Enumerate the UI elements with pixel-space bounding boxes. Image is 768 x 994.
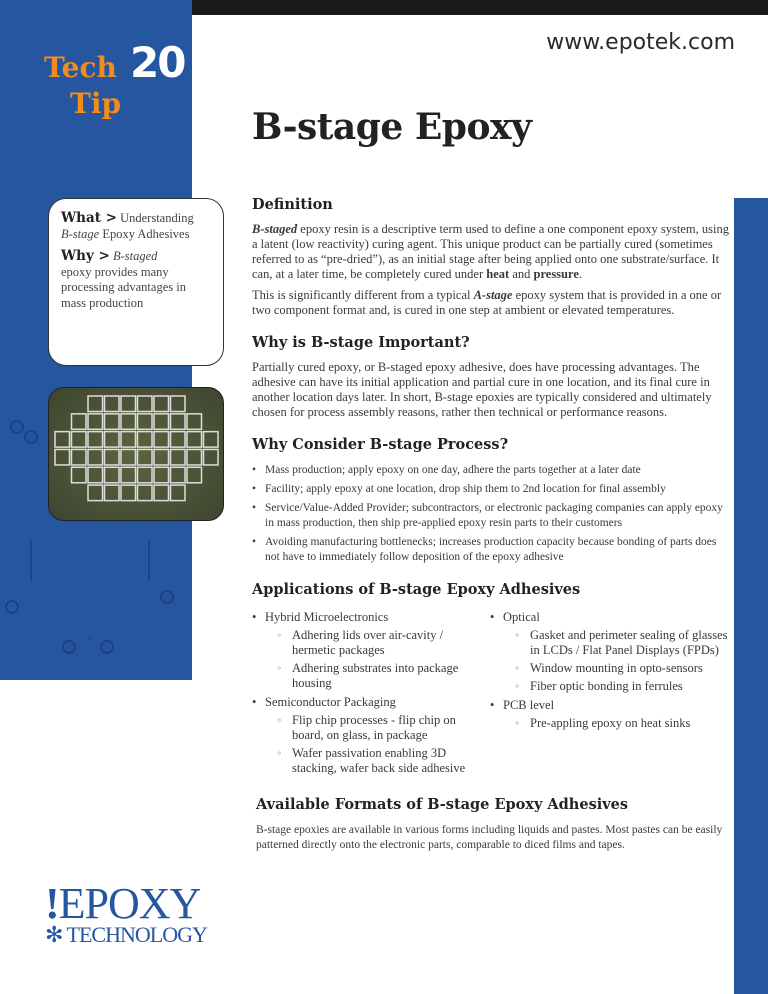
definition-heading: Definition [252,196,333,213]
text: epoxy resin is a descriptive term used to define a one component epoxy system, using a latent (low reactivity) curing agent. This unique product can be partially cured (sometimes referred to as “pre-dried”), as an initial stage after being applied onto one substrate/surface. It can, at a later time, be completely cured under [252,222,729,281]
list-item [490,610,730,694]
website-url[interactable]: www.epotek.com [546,30,735,55]
wafer-die [204,432,219,448]
importance-heading: Why is B-stage Important? [252,334,470,351]
wafer-die [72,467,87,483]
applications-section [252,581,730,780]
definition-paragraph-1 [252,222,730,282]
wafer-die [187,432,202,448]
wafer-die [105,414,120,430]
wafer-die [88,414,103,430]
text: This is significantly different from a typical [252,288,474,302]
applications-right-column [490,610,730,780]
bold-heat: heat [486,267,510,281]
tech-text: Tech [44,51,117,84]
wafer-die [121,467,136,483]
wafer-die [154,414,169,430]
list-item: • Mass production; apply epoxy on one day, adhere the parts together at a later date [252,463,730,478]
sub-item: ◦ Wafer passivation enabling 3D stacking, wafer back side adhesive [277,746,482,776]
wafer-die [171,396,186,412]
wafer-die [55,432,70,448]
wafer-die [88,432,103,448]
wafer-die [105,467,120,483]
sub-item: ◦ Fiber optic bonding in ferrules [515,679,730,694]
wafer-die [138,485,153,501]
item-label: Hybrid Microelectronics [265,610,389,624]
list-item: • Avoiding manufacturing bottlenecks; increases production capacity because bonding of parts does not have to immediately follow deposition of the epoxy adhesive [252,535,730,565]
sub-item: ◦ Adhering substrates into package housing [277,661,482,691]
item-label: PCB level [503,698,555,712]
formats-paragraph: B-stage epoxies are available in various forms including liquids and pastes. Most pastes can be easily patterned directly onto the electronic parts, comparable to diced films and tapes. [256,824,723,851]
text: and [509,267,534,281]
wafer-die [105,396,120,412]
page-title: B-stage Epoxy [252,106,532,148]
list-item [252,695,482,776]
wafer-die [72,414,87,430]
wafer-die [72,432,87,448]
wafer-die [121,396,136,412]
formats-heading: Available Formats of B-stage Epoxy Adhesives [256,796,629,813]
wafer-die [138,432,153,448]
wafer-die [187,467,202,483]
text: epoxy system that is provided in a one or two component format and, is cured in one step at ambient or elevated temperatures. [252,288,722,317]
term: A-stage [473,288,513,302]
wafer-die [121,449,136,465]
what-italic: B-stage [61,226,100,241]
wafer-die [154,432,169,448]
logo-line-1: EPOXY [58,879,201,928]
applications-left-column [252,610,490,780]
wafer-die [204,449,219,465]
item-label: Semiconductor Packaging [265,695,396,709]
list-item [490,698,730,731]
definition-paragraph-2 [252,288,730,318]
wafer-die [138,414,153,430]
wafer-die [154,449,169,465]
wafer-die [154,485,169,501]
term: B-staged [252,222,298,236]
wafer-image [48,387,224,521]
wafer-die [88,485,103,501]
wafer-die [72,449,87,465]
applications-heading: Applications of B-stage Epoxy Adhesives [252,581,581,598]
importance-section [252,334,730,420]
why-label: Why > [61,248,110,264]
wafer-die [121,414,136,430]
tip-text: Tip [70,87,122,120]
why-text: epoxy provides many processing advantages in mass production [61,264,186,310]
wafer-die [187,449,202,465]
wafer-die [88,467,103,483]
wafer-die [187,414,202,430]
list-item: • Service/Value-Added Provider; subcontractors, or electronic packaging companies can apply epoxy in mass production, then ship pre-applied epoxy resin parts to their customers [252,501,730,531]
list-item [252,610,482,691]
wafer-die [121,432,136,448]
wafer-die [138,396,153,412]
wafer-die [105,449,120,465]
logo-line-2: TECHNOLOGY [66,922,207,947]
wafer-die [171,449,186,465]
what-why-box [48,198,224,366]
wafer-die [138,449,153,465]
importance-paragraph: Partially cured epoxy, or B-staged epoxy adhesive, does have processing advantages. The adhesive can have its initial application and partial cure in one location, and its final cure in another location days later. In short, B-stage epoxies are typically considered and ultimately chosen for process assembly reasons, rather then technical or performance reasons. [252,360,712,419]
right-blue-bar [734,198,768,994]
sub-item: ◦ Gasket and perimeter sealing of glasses in LCDs / Flat Panel Displays (FPDs) [515,628,730,658]
wafer-die [88,396,103,412]
item-label: Optical [503,610,540,624]
wafer-die [171,432,186,448]
main-content [252,196,730,869]
wafer-die [88,449,103,465]
definition-section [252,196,730,318]
consider-section [252,436,730,565]
wafer-die [154,467,169,483]
bold-pressure: pressure [533,267,579,281]
tip-number: 20 [130,38,185,87]
wafer-die [171,485,186,501]
what-label: What > [61,210,117,226]
wafer-die [138,467,153,483]
wafer-die [105,432,120,448]
what-rest: Epoxy Adhesives [102,226,190,241]
sub-item: ◦ Window mounting in opto-sensors [515,661,730,676]
list-item: • Facility; apply epoxy at one location, drop ship them to 2nd location for final assembly [252,482,730,497]
sub-item: ◦ Adhering lids over air-cavity / hermetic packages [277,628,482,658]
wafer-die [171,467,186,483]
formats-section [256,796,730,853]
text: . [578,267,582,281]
wafer-die [154,396,169,412]
epoxy-technology-logo: !EPOXY ✻ TECHNOLOGY [45,879,207,947]
why-italic: B-staged [112,249,158,263]
wafer-die [121,485,136,501]
sub-item: ◦ Pre-appling epoxy on heat sinks [515,716,730,731]
wafer-die [105,485,120,501]
what-text: Understanding [120,211,194,225]
consider-heading: Why Consider B-stage Process? [252,436,509,453]
sub-item: ◦ Flip chip processes - flip chip on board, on glass, in package [277,713,482,743]
wafer-die [171,414,186,430]
wafer-die [55,449,70,465]
